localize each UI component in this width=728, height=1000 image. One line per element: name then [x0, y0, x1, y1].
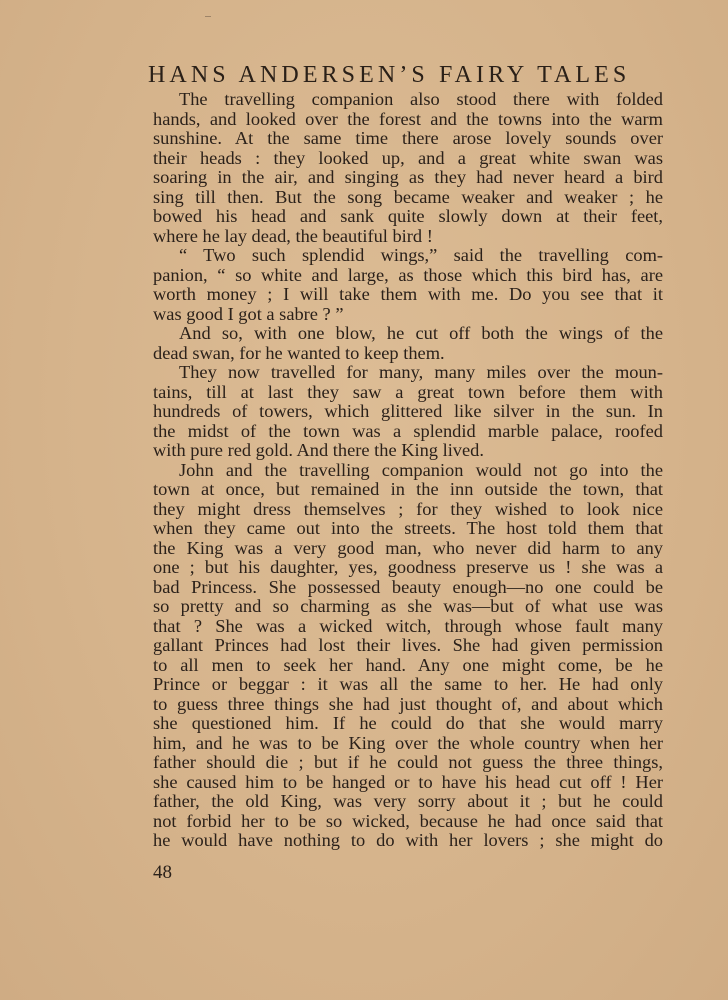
text-line: with pure red gold. And there the King lived.	[153, 440, 484, 460]
text-line: the midst of the town was a splendid marble palace, roofed	[153, 420, 663, 441]
text-line: she caused him to be hanged or to have his head cut off ! Her	[153, 771, 663, 792]
print-mark	[205, 16, 211, 17]
text-line: Prince or beggar : it was all the same to her. He had only	[153, 674, 663, 694]
text-line: tains, till at last they saw a great town before them with	[153, 381, 663, 402]
body-text	[153, 90, 663, 851]
text-line: to all men to seek her hand. Any one might come, be he	[153, 654, 663, 675]
text-line: And so, with one blow, he cut off both the wings of the	[179, 323, 663, 343]
text-line: where he lay dead, the beautiful bird !	[153, 225, 433, 246]
text-line: he would have nothing to do with her lovers ; she might do	[153, 830, 663, 850]
text-line: bad Princess. She possessed beauty enough—no one could be	[153, 576, 663, 597]
text-line: when they came out into the streets. The host told them that	[153, 518, 663, 538]
text-line: dead swan, for he wanted to keep them.	[153, 342, 445, 363]
text-line: the King was a very good man, who never did harm to any	[153, 537, 663, 558]
text-line: sunshine. At the same time there arose lovely sounds over	[153, 128, 663, 148]
text-line: father, the old King, was very sorry about it ; but he could	[153, 791, 663, 811]
text-line: not forbid her to be so wicked, because he had once said that	[153, 810, 663, 831]
text-line: him, and he was to be King over the whole country when her	[153, 732, 663, 753]
page-number: 48	[153, 862, 172, 883]
text-line: panion, “ so white and large, as those which this bird has, are	[153, 264, 663, 285]
text-line: John and the travelling companion would not go into the	[179, 459, 663, 480]
text-line: was good I got a sabre ? ”	[153, 303, 344, 324]
text-line: town at once, but remained in the inn outside the town, that	[153, 479, 663, 499]
text-line: They now travelled for many, many miles over the moun-	[179, 362, 663, 382]
running-head: HANS ANDERSEN’S FAIRY TALES	[148, 62, 631, 88]
text-line: gallant Princes had lost their lives. She had given permission	[153, 635, 663, 655]
text-line: father should die ; but if he could not guess the three things,	[153, 752, 663, 772]
text-line: one ; but his daughter, yes, goodness preserve us ! she was a	[153, 557, 663, 577]
text-line: sing till then. But the song became weaker and weaker ; he	[153, 186, 663, 207]
text-line: they might dress themselves ; for they wished to look nice	[153, 498, 663, 519]
text-line: to guess three things she had just thought of, and about which	[153, 693, 663, 714]
text-line: hands, and looked over the forest and the towns into the warm	[153, 108, 663, 129]
text-line: their heads : they looked up, and a great white swan was	[153, 147, 663, 168]
text-line: “ Two such splendid wings,” said the travelling com-	[179, 245, 663, 265]
text-line: hundreds of towers, which glittered like silver in the sun. In	[153, 401, 663, 421]
text-line: so pretty and so charming as she was—but of what use was	[153, 596, 663, 616]
text-line: soaring in the air, and singing as they had never heard a bird	[153, 167, 663, 187]
text-line: bowed his head and sank quite slowly down at their feet,	[153, 206, 663, 226]
text-line: worth money ; I will take them with me. Do you see that it	[153, 284, 663, 304]
text-line: that ? She was a wicked witch, through whose fault many	[153, 615, 663, 636]
text-line: The travelling companion also stood there with folded	[179, 89, 663, 109]
text-line: she questioned him. If he could do that she would marry	[153, 713, 663, 733]
